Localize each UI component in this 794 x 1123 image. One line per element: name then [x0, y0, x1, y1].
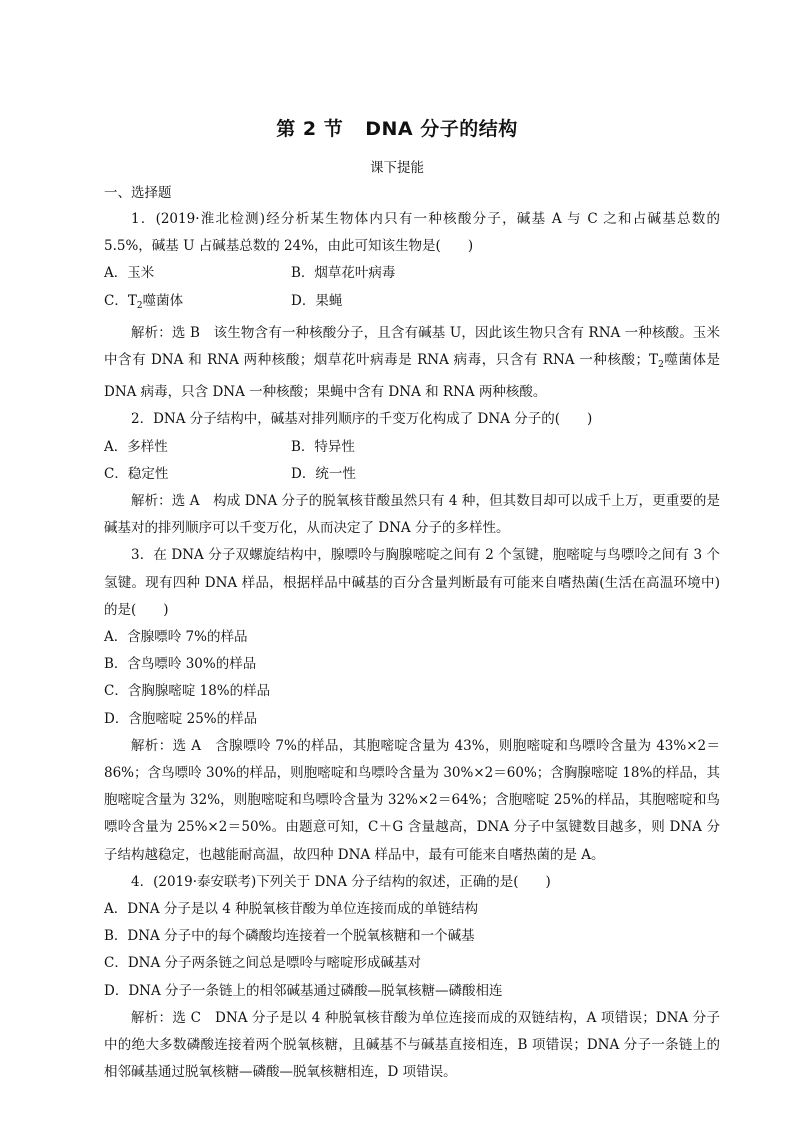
option-a: A．多样性	[104, 438, 168, 455]
option-b: B．特异性	[291, 438, 355, 455]
question-4-answer: 解析：选 C DNA 分子是以 4 种脱氧核苷酸为单位连接而成的双链结构，A 项错误；DNA 分子中的绝大多数磷酸连接着两个脱氧核糖，且碱基不与碱基直接相连，B 项错误；DNA 分子一条链上的相邻碱基通过脱氧核糖—磷酸—脱氧核糖相连，D 项错误。	[104, 1009, 720, 1081]
option-d: D．果蝇	[291, 292, 343, 309]
question-2-options-row-1	[104, 434, 720, 461]
question-1-options-row-2	[104, 288, 720, 320]
option-a: A．玉米	[104, 265, 155, 282]
option-d: D．DNA 分子一条链上的相邻碱基通过磷酸—脱氧核糖—磷酸相连	[104, 982, 503, 999]
question-list	[104, 206, 720, 1087]
question-2-answer: 解析：选 A 构成 DNA 分子的脱氧核苷酸虽然只有 4 种，但其数目却可以成千上万，更重要的是碱基对的排列顺序可以千变万化，从而决定了 DNA 分子的多样性。	[104, 493, 720, 537]
option-d: D．统一性	[291, 465, 356, 482]
question-2-options-row-2	[104, 461, 720, 488]
title-topic: DNA 分子的结构	[365, 118, 518, 140]
option-b: B．烟草花叶病毒	[291, 265, 396, 282]
question-3-answer: 解析：选 A 含腺嘌呤 7%的样品，其胞嘧啶含量为 43%，则胞嘧啶和鸟嘌呤含量为 43%×2＝86%；含鸟嘌呤 30%的样品，则胞嘧啶和鸟嘌呤含量为 30%×2＝60%；含胸腺嘧啶 18%的样品，其胞嘧啶含量为 32%，则胞嘧啶和鸟嘌呤含量为 32%×2＝64%；含胞嘧啶 25%的样品，其胞嘧啶和鸟嘌呤含量为 25%×2＝50%。由题意可知，C＋G 含量越高，DNA 分子中氢键数目越多，则 DNA 分子结构越稳定，也越能耐高温，故四种 DNA 样品中，最有可能来自嗜热菌的是 A。	[104, 737, 720, 863]
page-subtitle: 课下提能	[370, 160, 424, 176]
question-4-stem: 4．(2019·泰安联考)下列关于 DNA 分子结构的叙述，正确的是( )	[131, 873, 551, 890]
option-d: D．含胞嘧啶 25%的样品	[104, 710, 258, 727]
section-heading: 一、选择题	[104, 185, 172, 201]
title-section-number: 第 2 节	[276, 118, 344, 140]
option-a: A．含腺嘌呤 7%的样品	[104, 629, 248, 646]
option-c: C．含胸腺嘧啶 18%的样品	[104, 683, 271, 700]
option-a: A．DNA 分子是以 4 种脱氧核苷酸为单位连接而成的单链结构	[104, 901, 479, 918]
option-c: C．DNA 分子两条链之间总是嘌呤与嘧啶形成碱基对	[104, 955, 422, 972]
option-b: B．DNA 分子中的每个磷酸均连接着一个脱氧核糖和一个碱基	[104, 928, 475, 945]
question-3-stem: 3．在 DNA 分子双螺旋结构中，腺嘌呤与胸腺嘧啶之间有 2 个氢键，胞嘧啶与鸟嘌呤之间有 3 个氢键。现有四种 DNA 样品，根据样品中碱基的百分含量判断最有可能来自嗜热菌(生活在高温环境中)的是( )	[104, 547, 720, 618]
question-1-options-row-1	[104, 260, 720, 287]
option-c: C．$T_2$噬菌体	[104, 292, 184, 311]
question-1-stem: 1．(2019·淮北检测)经分析某生物体内只有一种核酸分子，碱基 A 与 C 之和占碱基总数的 5.5%，碱基 U 占碱基总数的 24%，由此可知该生物是( )	[104, 211, 720, 255]
question-1-answer: 解析：选 B 该生物含有一种核酸分子，且含有碱基 U，因此该生物只含有 RNA 一种核酸。玉米中含有 DNA 和 RNA 两种核酸；烟草花叶病毒是 RNA 病毒，只含有 RNA 一种核酸；$T_2$噬菌体是 DNA 病毒，只含 DNA 一种核酸；果蝇中含有 DNA 和 RNA 两种核酸。	[104, 324, 720, 401]
question-2-stem: 2．DNA 分子结构中，碱基对排列顺序的千变万化构成了 DNA 分子的( )	[131, 411, 593, 428]
page-title	[0, 114, 794, 141]
option-c: C．稳定性	[104, 465, 169, 482]
option-b: B．含鸟嘌呤 30%的样品	[104, 656, 257, 673]
